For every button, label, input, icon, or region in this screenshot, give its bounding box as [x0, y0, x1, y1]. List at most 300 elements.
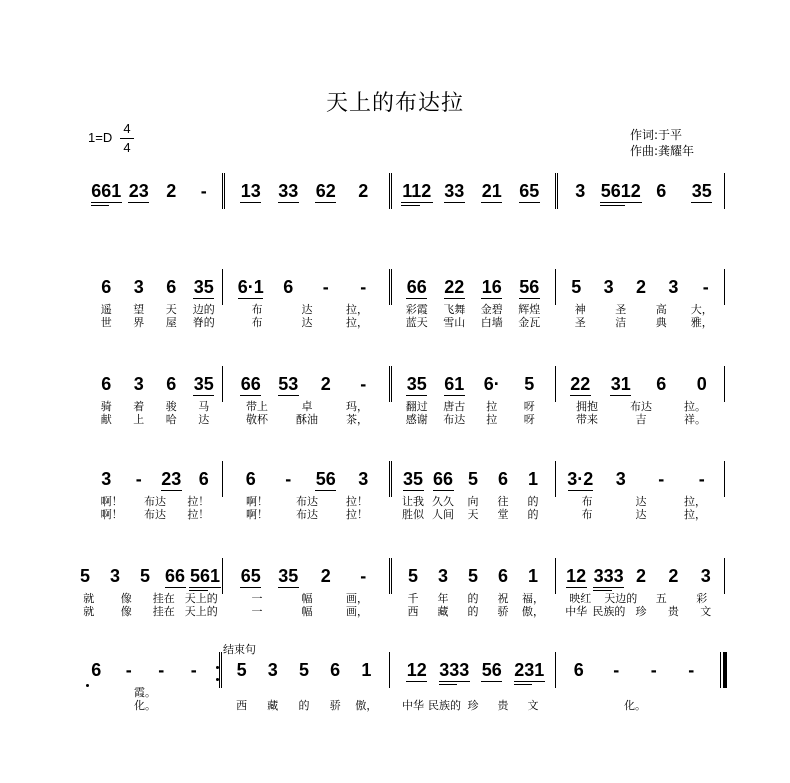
note-group: 5 — [79, 566, 90, 586]
lyric: 人间 — [432, 508, 454, 521]
octave-dot — [86, 684, 89, 687]
bar-line — [391, 173, 392, 209]
lyric: 傲， — [522, 605, 544, 618]
eighth-beam — [165, 587, 186, 588]
note-group: 66 — [406, 277, 427, 297]
lyric: 拉！ — [187, 495, 210, 508]
note-group: 56 — [315, 469, 336, 489]
bar-line — [555, 461, 556, 497]
lyric: 上 — [133, 413, 145, 426]
eighth-beam — [401, 202, 433, 203]
eighth-beam — [91, 202, 123, 203]
bar-line — [555, 366, 556, 402]
lyric: 脊的 — [192, 316, 215, 329]
eighth-beam — [593, 587, 625, 588]
note-group: 6 — [330, 660, 341, 680]
time-signature-line — [120, 138, 134, 139]
note-group: 333 — [439, 660, 470, 680]
lyric: 天 — [165, 303, 177, 316]
sixteenth-beam — [91, 205, 110, 206]
lyric: 玛， — [346, 400, 368, 413]
bar-line — [555, 269, 556, 305]
lyric: 一 — [251, 605, 263, 618]
note-group: 21 — [481, 181, 502, 201]
lyric: 圣 — [574, 316, 586, 329]
lyric: 布 — [251, 316, 263, 329]
bar-line — [557, 173, 558, 209]
note-group: 231 — [514, 660, 545, 680]
lyric: 像 — [120, 605, 132, 618]
note-group: 3 — [437, 566, 448, 586]
lyric: 呀 — [523, 400, 535, 413]
note-group: 5 — [298, 660, 309, 680]
lyric: 民族的 — [592, 605, 626, 618]
lyric: 的 — [527, 508, 539, 521]
lyric: 布达 — [143, 495, 166, 508]
lyric: 达 — [635, 495, 647, 508]
lyric: 拉， — [684, 508, 706, 521]
bar-line — [389, 652, 390, 688]
note-group: - — [285, 469, 292, 489]
sixteenth-beam — [600, 205, 625, 206]
sixteenth-beam — [439, 684, 458, 685]
lyric: 高 — [655, 303, 667, 316]
lyric: 化。 — [134, 699, 156, 712]
bar-line — [389, 173, 390, 209]
lyric: 祝 — [497, 592, 509, 605]
lyric: 达 — [635, 508, 647, 521]
note-group: 56 — [481, 660, 502, 680]
bar-line — [391, 558, 392, 594]
note-group: 3 — [615, 469, 626, 489]
eighth-beam — [481, 681, 502, 682]
note-group: 35 — [402, 469, 424, 489]
lyric: 天边的 — [604, 592, 638, 605]
note-group: 6· — [483, 374, 500, 394]
sixteenth-beam — [401, 205, 420, 206]
lyric: 布达 — [630, 400, 652, 413]
note-group: 35 — [406, 374, 427, 394]
lyric: 敬杯 — [246, 413, 268, 426]
eighth-beam — [278, 587, 299, 588]
lyric: 达 — [301, 303, 313, 316]
note-group: 5 — [139, 566, 150, 586]
lyric: 往 — [497, 495, 509, 508]
lyric: 中华 — [402, 699, 424, 712]
lyric: 骄 — [329, 699, 341, 712]
note-group: 2 — [358, 181, 369, 201]
eighth-beam — [161, 490, 182, 491]
note-group: 6 — [91, 660, 102, 680]
eighth-beam — [570, 395, 591, 396]
lyric: 拉！ — [346, 495, 368, 508]
note-group: 65 — [519, 181, 540, 201]
lyricist-credit: 作词:于平 — [630, 128, 683, 142]
eighth-beam — [444, 298, 465, 299]
lyric: 映红 — [569, 592, 592, 605]
eighth-beam — [193, 298, 214, 299]
note-group: 3 — [101, 469, 112, 489]
note-group: 3 — [668, 277, 679, 297]
bar-line — [389, 366, 390, 402]
lyric: 感谢 — [405, 413, 428, 426]
note-group: 6 — [198, 469, 209, 489]
note-group: 2 — [320, 374, 331, 394]
note-group: 56 — [519, 277, 540, 297]
eighth-beam — [519, 202, 540, 203]
lyric: 呀 — [523, 413, 535, 426]
bar-line — [222, 173, 223, 209]
eighth-beam — [433, 490, 454, 491]
bar-line — [555, 652, 556, 688]
note-group: 333 — [593, 566, 624, 586]
note-group: 6·1 — [237, 277, 264, 297]
lyric: 天 — [467, 508, 479, 521]
note-group: 5612 — [600, 181, 641, 201]
bar-line — [724, 366, 725, 402]
bar-line — [224, 173, 225, 209]
note-group: 6 — [283, 277, 294, 297]
eighth-beam — [406, 681, 427, 682]
note-group: 1 — [527, 469, 538, 489]
sixteenth-beam — [189, 590, 208, 591]
note-group: 6 — [656, 374, 667, 394]
lyric: 翻过 — [405, 400, 428, 413]
note-group: 5 — [236, 660, 247, 680]
eighth-beam — [315, 202, 336, 203]
note-group: 22 — [570, 374, 591, 394]
eighth-beam — [315, 490, 336, 491]
lyric: 贵 — [667, 605, 679, 618]
lyric: 卓 — [301, 400, 313, 413]
lyric: 的 — [467, 592, 479, 605]
bar-line — [222, 558, 223, 594]
note-group: 2 — [635, 277, 646, 297]
lyric: 屋 — [165, 316, 177, 329]
note-group: 35 — [278, 566, 299, 586]
note-group: - — [658, 469, 665, 489]
eighth-beam — [444, 202, 465, 203]
bar-line — [391, 366, 392, 402]
lyric: 中华 — [565, 605, 588, 618]
lyric: 天上的 — [184, 592, 218, 605]
note-group: 23 — [128, 181, 149, 201]
note-group: 0 — [696, 374, 707, 394]
note-group: - — [125, 660, 132, 680]
lyric: 珍 — [467, 699, 479, 712]
sixteenth-beam — [593, 590, 612, 591]
lyric: 千 — [407, 592, 419, 605]
lyric: 拉， — [684, 495, 706, 508]
eighth-beam — [514, 681, 546, 682]
bar-line — [555, 558, 556, 594]
lyric: 布 — [581, 495, 593, 508]
ending-label: 结束句 — [223, 643, 256, 656]
lyric: 骄 — [497, 605, 509, 618]
lyric: 挂在 — [152, 592, 175, 605]
note-group: 23 — [161, 469, 182, 489]
lyric: 望 — [133, 303, 145, 316]
lyric: 圣 — [615, 303, 627, 316]
note-group: - — [698, 469, 705, 489]
lyric: 的 — [467, 605, 479, 618]
composer-credit: 作曲:龚耀年 — [630, 144, 695, 158]
lyric: 唐古 — [443, 400, 466, 413]
lyric: 久久 — [432, 495, 454, 508]
lyric: 拥抱 — [576, 400, 598, 413]
eighth-beam — [189, 587, 221, 588]
lyric: 酥油 — [296, 413, 318, 426]
lyric: 辉煌 — [518, 303, 541, 316]
lyric: 胜似 — [402, 508, 424, 521]
note-group: 6 — [166, 277, 177, 297]
note-group: 16 — [481, 277, 502, 297]
note-group: 6 — [101, 374, 112, 394]
lyric: 带来 — [576, 413, 598, 426]
lyric: 布 — [251, 303, 263, 316]
eighth-beam — [610, 395, 631, 396]
note-group: 13 — [240, 181, 261, 201]
note-group: - — [190, 660, 197, 680]
lyric: 拉， — [346, 316, 368, 329]
lyric: 拉 — [486, 400, 498, 413]
eighth-beam — [481, 298, 502, 299]
note-group: 12 — [406, 660, 427, 680]
note-group: 112 — [402, 181, 432, 201]
note-group: 53 — [278, 374, 299, 394]
lyric: 马 — [198, 400, 210, 413]
lyric: 化。 — [624, 699, 646, 712]
lyric: 洁 — [615, 316, 627, 329]
lyric: 福， — [522, 592, 544, 605]
note-group: 3 — [133, 277, 144, 297]
lyric: 拉， — [346, 303, 368, 316]
note-group: 3 — [700, 566, 711, 586]
eighth-beam — [403, 490, 424, 491]
eighth-beam — [406, 298, 427, 299]
lyric: 彩霞 — [405, 303, 428, 316]
note-group: 12 — [566, 566, 587, 586]
lyric: 世 — [100, 316, 112, 329]
note-group: - — [360, 277, 367, 297]
lyric: 藏 — [267, 699, 279, 712]
lyric: 珍 — [635, 605, 647, 618]
eighth-beam — [568, 490, 593, 491]
note-group: 5 — [407, 566, 418, 586]
lyric: 傲， — [355, 699, 378, 712]
lyric: 布达 — [296, 508, 318, 521]
note-group: 6 — [497, 469, 508, 489]
lyric: 雪山 — [443, 316, 466, 329]
lyric: 布达 — [443, 413, 466, 426]
sixteenth-beam — [514, 684, 533, 685]
lyric: 布达 — [296, 495, 318, 508]
lyric: 啊！ — [246, 508, 268, 521]
note-group: 5 — [467, 566, 478, 586]
eighth-beam — [238, 298, 263, 299]
lyric: 布达 — [143, 508, 166, 521]
bar-line — [222, 461, 223, 497]
eighth-beam — [128, 202, 149, 203]
note-group: - — [135, 469, 142, 489]
note-group: 3 — [109, 566, 120, 586]
lyric: 蓝天 — [405, 316, 428, 329]
lyric: 啊！ — [100, 495, 123, 508]
note-group: 35 — [691, 181, 712, 201]
note-group: 33 — [444, 181, 465, 201]
lyric: 界 — [133, 316, 145, 329]
note-group: 61 — [444, 374, 465, 394]
bar-line — [724, 461, 725, 497]
note-group: 661 — [91, 181, 122, 201]
lyric: 画， — [346, 605, 368, 618]
note-group: 3·2 — [567, 469, 594, 489]
repeat-dot — [216, 666, 219, 669]
lyric: 堂 — [497, 508, 509, 521]
lyric: 文 — [527, 699, 539, 712]
note-group: - — [360, 374, 367, 394]
eighth-beam — [481, 202, 502, 203]
lyric: 就 — [83, 592, 95, 605]
lyric: 着 — [133, 400, 145, 413]
note-group: 6 — [101, 277, 112, 297]
lyric: 年 — [437, 592, 449, 605]
lyric: 吉 — [635, 413, 647, 426]
bar-line — [720, 652, 721, 688]
song-title: 天上的布达拉 — [325, 91, 464, 116]
lyric: 神 — [574, 303, 586, 316]
lyric: 五 — [655, 592, 667, 605]
eighth-beam — [240, 587, 261, 588]
note-group: 65 — [240, 566, 261, 586]
note-group: 2 — [668, 566, 679, 586]
lyric: 拉！ — [187, 508, 210, 521]
lyric: 向 — [467, 495, 479, 508]
bar-line — [222, 366, 223, 402]
note-group: 22 — [444, 277, 465, 297]
lyric: 拉！ — [346, 508, 368, 521]
lyric: 画， — [346, 592, 368, 605]
note-group: - — [360, 566, 367, 586]
eighth-beam — [439, 681, 471, 682]
lyric: 藏 — [437, 605, 449, 618]
lyric: 献 — [100, 413, 112, 426]
eighth-beam — [278, 395, 299, 396]
note-group: 6 — [573, 660, 584, 680]
lyric: 拉 — [486, 413, 498, 426]
lyric: 一 — [251, 592, 263, 605]
bar-line — [389, 461, 390, 497]
note-group: - — [322, 277, 329, 297]
lyric: 祥。 — [684, 413, 706, 426]
note-group: 1 — [527, 566, 538, 586]
note-group: 5 — [467, 469, 478, 489]
eighth-beam — [519, 298, 540, 299]
lyric: 的 — [298, 699, 310, 712]
note-group: - — [702, 277, 709, 297]
note-group: 6 — [166, 374, 177, 394]
lyric: 幅 — [301, 605, 313, 618]
lyric: 让我 — [402, 495, 424, 508]
note-group: 66 — [240, 374, 261, 394]
lyric: 布 — [581, 508, 593, 521]
note-group: - — [613, 660, 620, 680]
eighth-beam — [278, 202, 299, 203]
note-group: - — [158, 660, 165, 680]
final-bar-thick — [724, 652, 727, 688]
note-group: - — [688, 660, 695, 680]
bar-line — [389, 269, 390, 305]
note-group: 62 — [315, 181, 336, 201]
lyric: 典 — [655, 316, 667, 329]
key-signature: 1=D — [88, 130, 113, 145]
lyric: 金瓦 — [518, 316, 541, 329]
note-group: 3 — [133, 374, 144, 394]
bar-line — [555, 173, 556, 209]
lyric: 霞。 — [134, 686, 156, 699]
lyric: 哈 — [165, 413, 177, 426]
lyric: 就 — [83, 605, 95, 618]
eighth-beam — [600, 202, 642, 203]
lyric: 像 — [120, 592, 132, 605]
bar-line — [724, 558, 725, 594]
lyric: 达 — [301, 316, 313, 329]
lyric: 挂在 — [152, 605, 175, 618]
lyric: 茶， — [346, 413, 368, 426]
lyric: 文 — [700, 605, 712, 618]
bar-line — [724, 173, 725, 209]
lyric: 西 — [407, 605, 419, 618]
lyric: 骏 — [165, 400, 177, 413]
bar-line — [391, 269, 392, 305]
bar-line — [222, 269, 223, 305]
note-group: 2 — [635, 566, 646, 586]
bar-line — [219, 652, 220, 688]
bar-line — [391, 461, 392, 497]
note-group: 33 — [278, 181, 299, 201]
note-group: 3 — [267, 660, 278, 680]
lyric: 啊！ — [246, 495, 268, 508]
note-group: 3 — [603, 277, 614, 297]
note-group: 6 — [497, 566, 508, 586]
note-group: 66 — [164, 566, 186, 586]
eighth-beam — [691, 202, 712, 203]
lyric: 带上 — [246, 400, 268, 413]
note-group: 35 — [193, 277, 214, 297]
lyric: 天上的 — [184, 605, 218, 618]
note-group: 5 — [571, 277, 582, 297]
eighth-beam — [566, 587, 587, 588]
lyric: 彩 — [696, 592, 708, 605]
bar-line — [724, 269, 725, 305]
note-group: 6 — [245, 469, 256, 489]
note-group: - — [200, 181, 207, 201]
note-group: 66 — [432, 469, 454, 489]
eighth-beam — [240, 202, 261, 203]
eighth-beam — [444, 395, 465, 396]
lyric: 的 — [527, 495, 539, 508]
note-group: 2 — [166, 181, 177, 201]
lyric: 遥 — [100, 303, 112, 316]
lyric: 白墙 — [480, 316, 503, 329]
lyric: 骑 — [100, 400, 112, 413]
lyric: 西 — [236, 699, 248, 712]
eighth-beam — [406, 395, 427, 396]
note-group: 2 — [320, 566, 331, 586]
lyric: 民族的 — [428, 699, 461, 712]
note-group: 5 — [524, 374, 535, 394]
note-group: 3 — [575, 181, 586, 201]
